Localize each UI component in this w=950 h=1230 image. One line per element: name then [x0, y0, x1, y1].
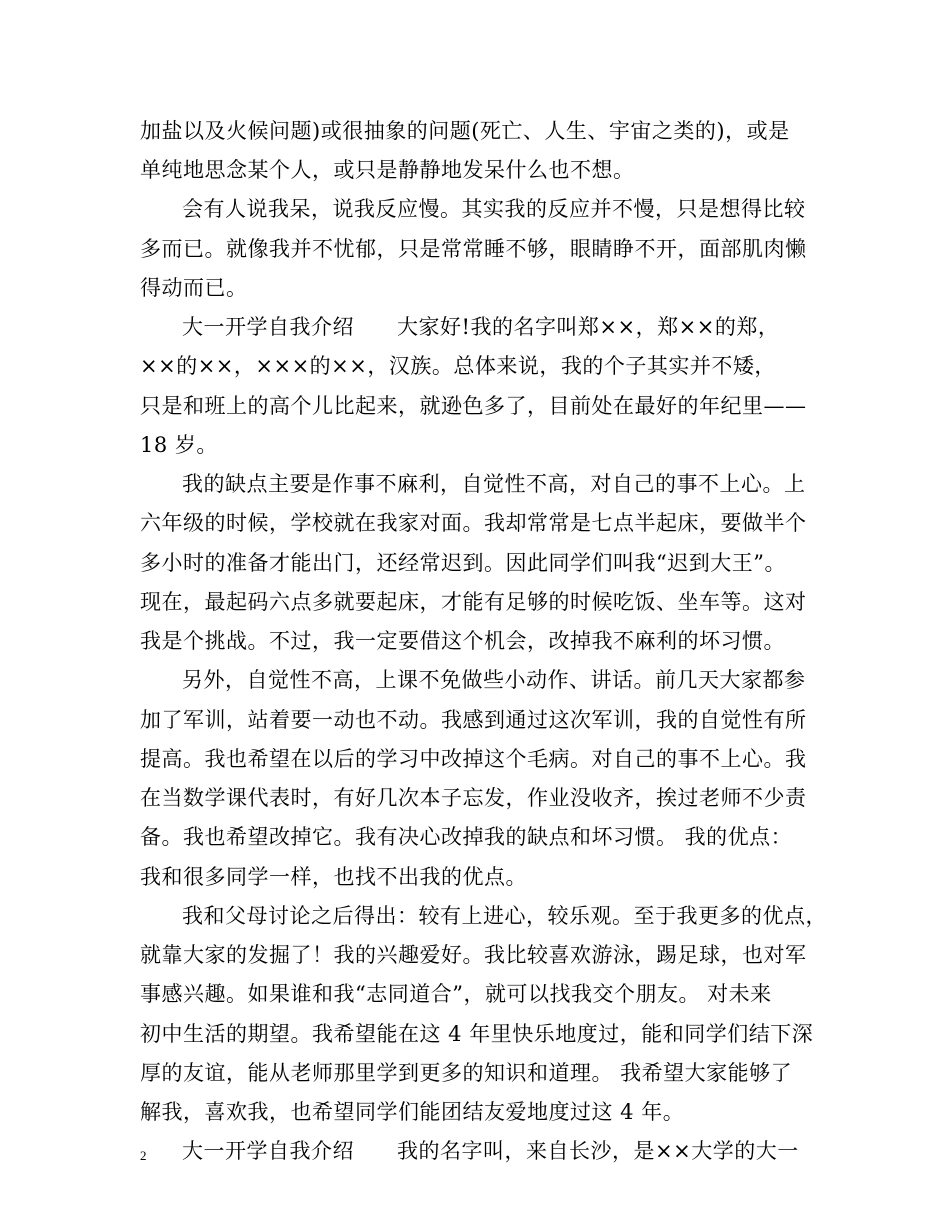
text-line: 加了军训，站着要一动也不动。我感到通过这次军训，我的自觉性有所	[140, 708, 807, 732]
text-line: 厚的友谊，能从老师那里学到更多的知识和道理。 我希望大家能够了	[140, 1061, 793, 1085]
text-line: 我是个挑战。不过，我一定要借这个机会，改掉我不麻利的坏习惯。	[140, 629, 785, 653]
text-line: 大一开学自我介绍 我的名字叫，来自长沙，是××大学的大一	[182, 1139, 799, 1163]
text-line: ××的××，×××的××，汉族。总体来说，我的个子其实并不矮，	[140, 354, 776, 378]
text-line: 提高。我也希望在以后的学习中改掉这个毛病。对自己的事不上心。我	[140, 747, 807, 771]
text-line: 备。我也希望改掉它。我有决心改掉我的缺点和坏习惯。 我的优点：	[140, 825, 793, 849]
text-line: 解我，喜欢我，也希望同学们能团结友爱地度过这 4 年。	[140, 1100, 685, 1124]
text-line: 18 岁。	[140, 433, 218, 457]
text-line: 事感兴趣。如果谁和我“志同道合”，就可以找我交个朋友。 对未来	[140, 982, 772, 1006]
text-line: 我和很多同学一样，也找不出我的优点。	[140, 865, 527, 889]
text-line: 现在，最起码六点多就要起床，才能有足够的时候吃饭、坐车等。这对	[140, 590, 807, 614]
text-line: 我的缺点主要是作事不麻利，自觉性不高，对自己的事不上心。上	[182, 472, 806, 496]
text-line: 加盐以及火候问题)或很抽象的问题(死亡、人生、宇宙之类的)，或是	[140, 119, 790, 143]
text-line: 得动而已。	[140, 276, 248, 300]
text-line: 就靠大家的发掘了！我的兴趣爱好。我比较喜欢游泳，踢足球，也对军	[140, 943, 807, 967]
text-line: 多小时的准备才能出门，还经常迟到。因此同学们叫我“迟到大王”。	[140, 551, 786, 575]
text-line: 会有人说我呆，说我反应慢。其实我的反应并不慢，只是想得比较	[182, 197, 806, 221]
text-line: 只是和班上的高个儿比起来，就逊色多了，目前处在最好的年纪里——	[140, 394, 807, 418]
text-line: 初中生活的期望。我希望能在这 4 年里快乐地度过，能和同学们结下深	[140, 1022, 814, 1046]
page-number: 2	[140, 1148, 147, 1163]
text-line: 另外，自觉性不高，上课不免做些小动作、讲话。前几天大家都参	[182, 668, 806, 692]
text-line: 我和父母讨论之后得出：较有上进心，较乐观。至于我更多的优点，	[182, 904, 827, 928]
text-line: 六年级的时候，学校就在我家对面。我却常常是七点半起床，要做半个	[140, 511, 807, 535]
text-line: 大一开学自我介绍 大家好!我的名字叫郑××，郑××的郑，	[182, 315, 780, 339]
text-line: 单纯地思念某个人，或只是静静地发呆什么也不想。	[140, 158, 635, 182]
text-line: 多而已。就像我并不忧郁，只是常常睡不够，眼睛睁不开，面部肌肉懒	[140, 237, 807, 261]
text-line: 在当数学课代表时，有好几次本子忘发，作业没收齐，挨过老师不少责	[140, 786, 807, 810]
